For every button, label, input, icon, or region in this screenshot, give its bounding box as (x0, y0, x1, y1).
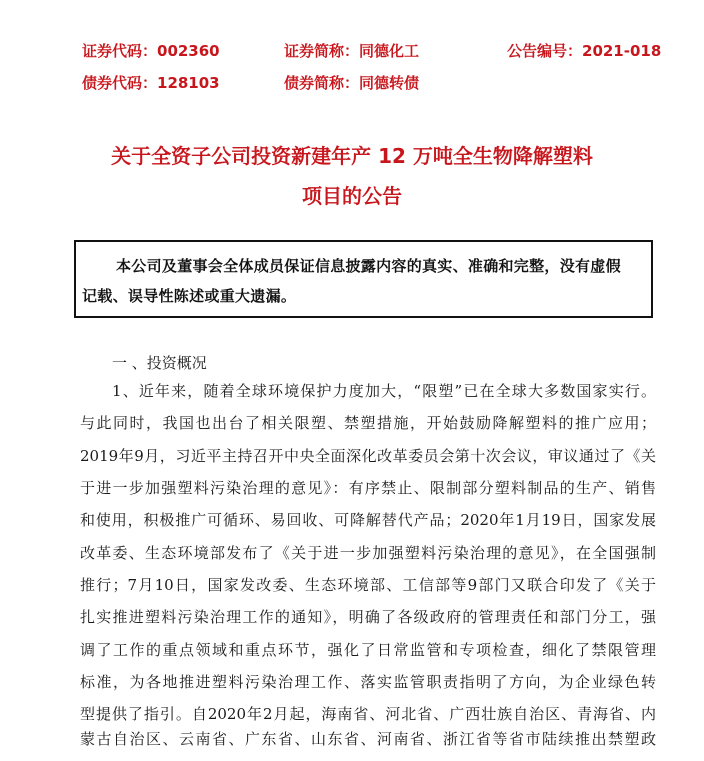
stock-abbreviation: 证券简称：同德化工 (284, 42, 420, 60)
header-row-2 (0, 72, 704, 94)
statement-line-1: 本公司及董事会全体成员保证信息披露内容的真实、准确和完整，没有虚假 (116, 257, 621, 275)
header-row-1 (0, 40, 704, 62)
paragraph-line: 1、近年来，随着全球环境保护力度加大，“限塑”已在全球大多数国家实行。 (112, 382, 656, 400)
paragraph-line: 改革委、生态环境部发布了《关于进一步加强塑料污染治理的意见》，在全国强制 (80, 544, 656, 562)
section-heading: 一 、投资概况 (112, 354, 207, 372)
paragraph-line: 2019年9月，习近平主持召开中央全面深化改革委员会第十次会议，审议通过了《关 (80, 447, 656, 465)
paragraph-line: 蒙古自治区、云南省、广东省、山东省、河南省、浙江省等省市陆续推出禁塑政 (80, 730, 656, 748)
paragraph-line: 型提供了指引。自2020年2月起，海南省、河北省、广西壮族自治区、青海省、内 (80, 705, 656, 723)
paragraph-line: 和使用，积极推广可循环、易回收、可降解替代产品；2020年1月19日，国家发展 (80, 511, 656, 529)
bond-abbreviation: 债券简称：同德转债 (284, 74, 420, 92)
paragraph-line: 标准，为各地推进塑料污染治理工作、落实监管职责指明了方向，为企业绿色转 (80, 673, 656, 691)
bond-code: 债券代码：128103 (82, 74, 220, 92)
document-title-line-1: 关于全资子公司投资新建年产 12 万吨全生物降解塑料 (111, 144, 593, 168)
disclosure-statement-box (74, 240, 653, 318)
notice-number: 公告编号：2021-018 (507, 42, 662, 60)
paragraph-line: 扎实推进塑料污染治理工作的通知》，明确了各级政府的管理责任和部门分工，强 (80, 608, 656, 626)
paragraph-line: 调了工作的重点领域和重点环节，强化了日常监管和专项检查，细化了禁限管理 (80, 641, 656, 659)
paragraph-line: 推行；7月10日，国家发改委、生态环境部、工信部等9部门又联合印发了《关于 (80, 576, 656, 594)
stock-code: 证券代码：002360 (82, 42, 220, 60)
paragraph-line: 于进一步加强塑料污染治理的意见》：有序禁止、限制部分塑料制品的生产、销售 (80, 479, 656, 497)
statement-line-2: 记载、误导性陈述或重大遗漏。 (82, 287, 297, 305)
paragraph-line: 与此同时，我国也出台了相关限塑、禁塑措施，开始鼓励降解塑料的推广应用； (80, 414, 656, 432)
document-title-line-2: 项目的公告 (302, 184, 402, 208)
